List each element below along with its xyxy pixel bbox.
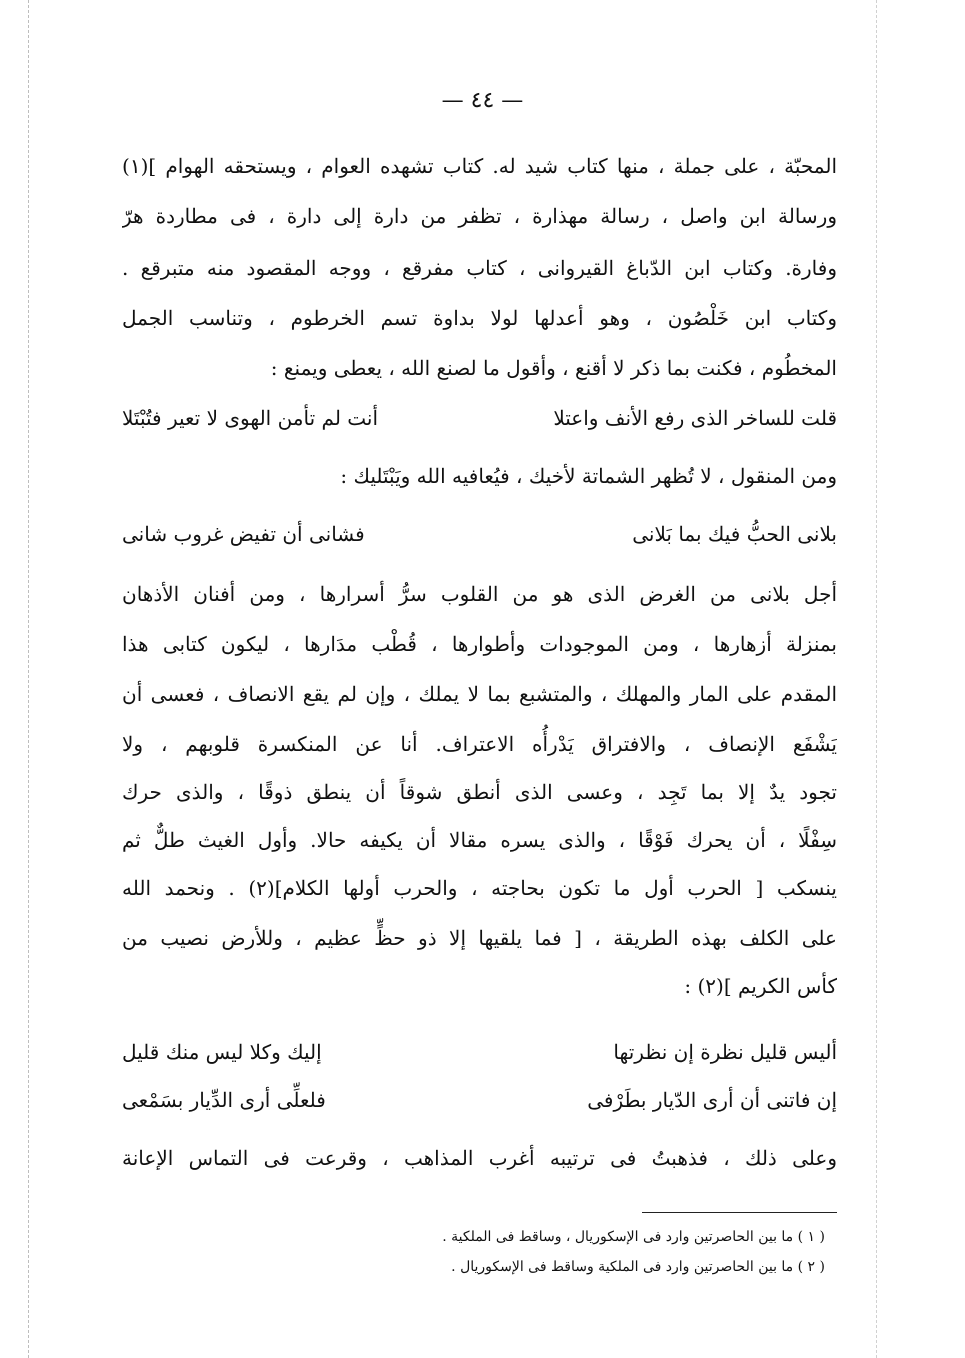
text-line: ينسكب [ الحرب أول ما تكون بحاجته ، والحرب أولها الكلام](٢) . ونحمد الله (122, 876, 837, 900)
text-line: أجل بلانى من الغرض الذى هو من القلوب سرُّ أسرارها ، ومن أفنان الأذهان (122, 582, 837, 606)
text-line: وكتاب ابن خَلْصُون ، وهو أعدلها لولا بداوة تسم الخرطوم ، وتناسب الجمل (122, 306, 837, 330)
text-line: بمنزلة أزهارها ، ومن الموجودات وأطوارها ، قُطْب مدَارها ، ليكون كتابى هذا (122, 632, 837, 656)
verse-hemistich-left: فشانى أن تفيض غروب شانى (122, 522, 365, 546)
footnote-separator (642, 1212, 837, 1213)
footnote: ( ١ ) ما بين الحاصرتين وارد فى الإسكوريال ، وساقط فى الملكية . (442, 1229, 825, 1245)
scan-edge-line (28, 0, 29, 1358)
verse-hemistich-right: بلانى الحبُّ فيك بما بَلانى (632, 522, 837, 546)
verse-hemistich-left: أنت لم تأمن الهوى لا تعير فتُبْتَلا (122, 406, 379, 430)
text-line: ومن المنقول ، لا تُظهر الشماتة لأخيك ، فيُعافيه الله ويَبْتَليك : (340, 464, 837, 488)
footnote: ( ٢ ) ما بين الحاصرتين وارد فى الملكية وساقط فى الإسكوريال . (451, 1259, 825, 1275)
verse-hemistich-left: فلعلِّى أرى الدِّيار بسَمْعى (122, 1088, 326, 1112)
text-line: على الكلف بهذه الطريقة ، [ فما يلقيها إلا ذو حظٍّ عظيم ، وللأرض نصيب من (122, 926, 837, 950)
text-line: المقدم على المار والمهلك ، والمتشبع بما لا يملك ، وإن لم يقع الانصاف ، فعسى أن (122, 682, 837, 706)
verse-hemistich-right: إن فاتنى أن أرى الدّيار بطَرْفى (587, 1088, 837, 1112)
text-line: ورسالة ابن واصل ، رسالة مهذارة ، تظفر من دارة إلى دارة ، فى مطاردة هرّ (122, 204, 837, 228)
text-line: المخطُوم ، فكنت بما ذكر لا أقنع ، وأقول ما لصنع الله ، يعطى ويمنع : (270, 356, 837, 380)
text-line: وفارة. وكتاب ابن الدّباغ القيروانى ، كتاب مفرقع ، ووجه المقصود منه متبرقع . (122, 256, 837, 280)
text-line: كأس الكريم ](٢) : (684, 974, 837, 998)
text-line: وعلى ذلك ، فذهبتُ فى ترتيبه أغرب المذاهب ، وقرعت فى التماس الإعانة (122, 1146, 837, 1170)
text-line: تجود يدٌ إلا بما تَجِد ، وعسى الذى أنطق شوقاً أن ينطق ذوقًا ، والذى حرك (122, 780, 837, 804)
text-line: سِفْلًا ، أن يحرك فَوْقًا ، والذى يسره مقالا أن يكيفه حالا. وأول الغيث طلٌّ ثم (122, 828, 837, 852)
verse-hemistich-left: إليك وكلا ليس منك قليل (122, 1040, 322, 1064)
page-number: — ٤٤ — (441, 88, 524, 113)
verse-hemistich-right: أليس قليل نظرة إن نظرتها (613, 1040, 837, 1064)
text-line: يَشْفَع الإنصاف ، والافتراق يَدْرأُه الاعتراف. أنا عن المنكسرة قلوبهم ، ولا (122, 732, 837, 756)
verse-hemistich-right: قلت للساخر الذى رفع الأنف واعتلا (553, 406, 837, 430)
scan-edge-line (876, 0, 877, 1358)
text-line: المحبّة ، على جملة ، منها كتاب شيد له. كتاب تشهده العوام ، ويستحقه الهوام ](١) (122, 154, 837, 178)
